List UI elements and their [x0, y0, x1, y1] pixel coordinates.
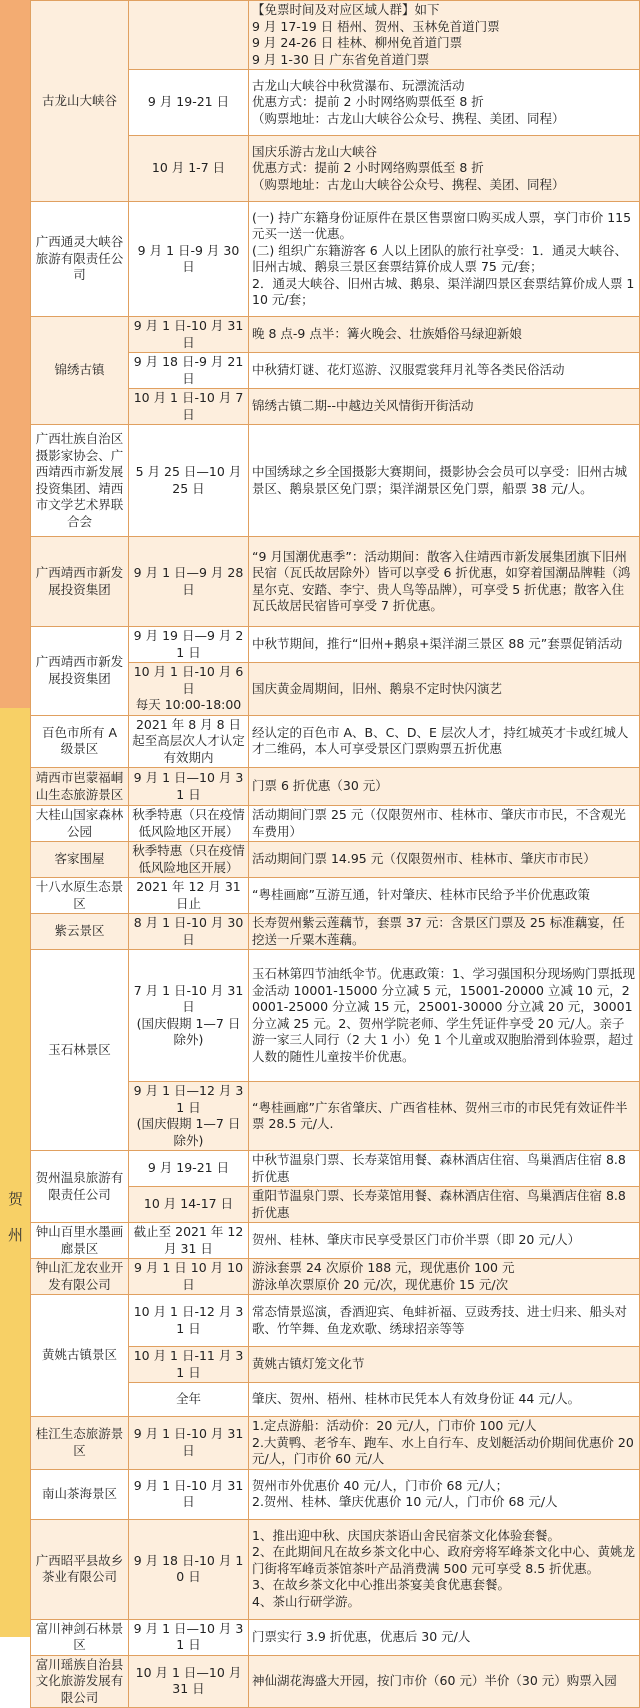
- table-row: [31, 202, 640, 317]
- activity-period: 10 月 1 日-11 月 31 日: [129, 1347, 249, 1383]
- province-band-hezhou: [0, 708, 30, 1637]
- attraction-discount-table: [30, 0, 640, 1708]
- province-band-top: [0, 0, 30, 708]
- discount-description: “粤桂画廊”广东省肇庆、广西省桂林、贺州三市的市民凭有效证件半票 28.5 元/人.: [249, 1082, 640, 1151]
- province-label-hezhou: 贺 州: [6, 1190, 24, 1250]
- table-row: [31, 1, 640, 70]
- attraction-name: 钟山百里水墨画廊景区: [31, 1223, 129, 1259]
- discount-description: 古龙山大峡谷中秋赏瀑布、玩漂流活动 优惠方式：提前 2 小时网络购票低至 8 折 （购票地址：古龙山大峡谷公众号、携程、美团、同程）: [249, 70, 640, 136]
- discount-description: 中秋节期间，推行“旧州+鹅泉+渠洋湖三景区 88 元”套票促销活动: [249, 627, 640, 663]
- attraction-name: 广西昭平县故乡茶业有限公司: [31, 1519, 129, 1619]
- activity-period: 截止至 2021 年 12 月 31 日: [129, 1223, 249, 1259]
- table-row: [31, 317, 640, 353]
- activity-period: 2021 年 12 月 31 日止: [129, 878, 249, 914]
- activity-period: 10 月 1 日-10 月 6 日 每天 10:00-18:00: [129, 663, 249, 716]
- table-row: [31, 1417, 640, 1470]
- activity-period: 7 月 1 日-10 月 31 日 (国庆假期 1—7 日除外): [129, 950, 249, 1082]
- attraction-name: 钟山汇龙农业开发有限公司: [31, 1259, 129, 1295]
- table-row: [31, 1295, 640, 1347]
- table-row: [31, 715, 640, 768]
- table-row: [31, 627, 640, 663]
- activity-period: 8 月 1 日-10 月 30 日: [129, 914, 249, 950]
- table-row: [31, 1619, 640, 1655]
- attraction-name: 大桂山国家森林公园: [31, 806, 129, 842]
- discount-description: 神仙湖花海盛大开园，按门市价（60 元）半价（30 元）购票入园: [249, 1655, 640, 1708]
- discount-description: 中秋猜灯谜、花灯巡游、汉服霓裳拜月礼等各类民俗活动: [249, 353, 640, 389]
- activity-period: 10 月 1 日—10 月 31 日: [129, 1655, 249, 1708]
- attraction-name: 广西壮族自治区摄影家协会、广西靖西市新发展投资集团、靖西市文学艺术界联合会: [31, 425, 129, 537]
- discount-description: 活动期间门票 25 元（仅限贺州市、桂林市、肇庆市市民，不含观光车费用）: [249, 806, 640, 842]
- attraction-name: 玉石林景区: [31, 950, 129, 1151]
- attraction-name: 广西通灵大峡谷旅游有限责任公司: [31, 202, 129, 317]
- table-row: [31, 1519, 640, 1619]
- activity-period: 秋季特惠（只在疫情低风险地区开展）: [129, 842, 249, 878]
- attraction-name: 靖西市岜蒙福峒山生态旅游景区: [31, 768, 129, 806]
- attraction-name: 百色市所有 A 级景区: [31, 715, 129, 768]
- table-row: [31, 537, 640, 627]
- activity-period: 9 月 1 日-10 月 31 日: [129, 1469, 249, 1519]
- activity-period: [129, 1, 249, 70]
- activity-period: 9 月 1 日—10 月 31 日: [129, 768, 249, 806]
- attraction-name: 锦绣古镇: [31, 317, 129, 425]
- attraction-name: 南山茶海景区: [31, 1469, 129, 1519]
- table-row: [31, 425, 640, 537]
- discount-description: 经认定的百色市 A、B、C、D、E 层次人才，持红城英才卡或红城人才二维码，本人可享受景区门票购票五折优惠: [249, 715, 640, 768]
- activity-period: 10 月 1 日-10 月 7 日: [129, 389, 249, 425]
- discount-description: 1、推出迎中秋、庆国庆茶语山舍民宿茶文化体验套餐。 2、在此期间凡在故乡茶文化中心、政府旁将军峰茶文化中心、黄姚龙门街将军峰贡茶馆茶叶产品消费满 500 元可享受 8.5 折优惠。 3、在故乡茶文化中心推出茶宴美食优惠套餐。 4、茶山行研学游。: [249, 1519, 640, 1619]
- attraction-name: 黄姚古镇景区: [31, 1295, 129, 1417]
- attraction-name: 广西靖西市新发展投资集团: [31, 627, 129, 716]
- discount-description: 常态情景巡演，香酒迎宾、龟蚌祈福、豆豉秀技、进士归来、船头对歌、竹竿舞、鱼龙欢歌、绣球招亲等等: [249, 1295, 640, 1347]
- activity-period: 9 月 1 日—12 月 31 日 (国庆假期 1—7 日除外): [129, 1082, 249, 1151]
- discount-description: “9 月国潮优惠季”：活动期间：散客入住靖西市新发展集团旗下旧州民宿（瓦氏故居除外）皆可以享受 6 折优惠，如穿着国潮品牌鞋（鸿星尔克、安踏、李宁、贵人鸟等品牌），可享受 5 折优惠；散客入住瓦氏故居民宿皆可享受 7 折优惠。: [249, 537, 640, 627]
- discount-description: 长寿贺州紫云莲藕节，套票 37 元：含景区门票及 25 标准藕宴，任挖送一斤粟木莲藕。: [249, 914, 640, 950]
- discount-description: 锦绣古镇二期--中越边关风情街开街活动: [249, 389, 640, 425]
- table-row: [31, 1151, 640, 1187]
- table-row: [31, 950, 640, 1082]
- discount-description: 【免票时间及对应区域人群】如下 9 月 17-19 日 梧州、贺州、玉林免首道门票 9 月 24-26 日 桂林、柳州免首道门票 9 月 1-30 日 广东省免首道门票: [249, 1, 640, 70]
- discount-description: 国庆乐游古龙山大峡谷 优惠方式：提前 2 小时网络购票低至 8 折 （购票地址：古龙山大峡谷公众号、携程、美团、同程）: [249, 136, 640, 202]
- activity-period: 5 月 25 日—10 月 25 日: [129, 425, 249, 537]
- attraction-name: 富川瑶族自治县文化旅游发展有限公司: [31, 1655, 129, 1708]
- activity-period: 9 月 1 日-9 月 30 日: [129, 202, 249, 317]
- table-row: [31, 1259, 640, 1295]
- activity-period: 2021 年 8 月 8 日起至高层次人才认定有效期内: [129, 715, 249, 768]
- discount-description: 中秋节温泉门票、长寿菜馆用餐、森林酒店住宿、鸟巢酒店住宿 8.8 折优惠: [249, 1151, 640, 1187]
- discount-description: 1.定点游船：活动价：20 元/人，门市价 100 元/人 2.大黄鸭、老爷车、跑车、水上自行车、皮划艇活动价期间优惠价 20 元/人，门市价 60 元/人: [249, 1417, 640, 1470]
- activity-period: 9 月 19-21 日: [129, 1151, 249, 1187]
- table-row: [31, 806, 640, 842]
- discount-description: 贺州、桂林、肇庆市民享受景区门市价半票（即 20 元/人）: [249, 1223, 640, 1259]
- attraction-name: 客家围屋: [31, 842, 129, 878]
- discount-description: 晚 8 点-9 点半：篝火晚会、壮族婚俗马绿迎新娘: [249, 317, 640, 353]
- table-row: [31, 842, 640, 878]
- discount-description: “粤桂画廊”互游互通，针对肇庆、桂林市民给予半价优惠政策: [249, 878, 640, 914]
- discount-description: 重阳节温泉门票、长寿菜馆用餐、森林酒店住宿、鸟巢酒店住宿 8.8 折优惠: [249, 1187, 640, 1223]
- discount-description: 游泳套票 24 次原价 188 元，现优惠价 100 元 游泳单次票原价 20 元/次，现优惠价 15 元/次: [249, 1259, 640, 1295]
- attraction-name: 十八水原生态景区: [31, 878, 129, 914]
- table-row: [31, 768, 640, 806]
- activity-period: 9 月 1 日—10 月 31 日: [129, 1619, 249, 1655]
- discount-description: 黄姚古镇灯笼文化节: [249, 1347, 640, 1383]
- attraction-name: 广西靖西市新发展投资集团: [31, 537, 129, 627]
- attraction-name: 古龙山大峡谷: [31, 1, 129, 202]
- discount-description: 门票实行 3.9 折优惠，优惠后 30 元/人: [249, 1619, 640, 1655]
- activity-period: 9 月 1 日 10 月 10 日: [129, 1259, 249, 1295]
- discount-description: 中国绣球之乡全国摄影大赛期间，摄影协会会员可以享受：旧州古城景区、鹅泉景区免门票；渠洋湖景区免门票，船票 38 元/人。: [249, 425, 640, 537]
- discount-description: 国庆黄金周期间，旧州、鹅泉不定时快闪演艺: [249, 663, 640, 716]
- discount-description: 玉石林第四节油纸伞节。优惠政策：1、学习强国积分现场购门票抵现金活动 10001-15000 分立减 5 元，15001-20000 立减 10 元，20001-25000 分立减 15 元，25001-30000 分立减 20 元，30001 分立减 25 元。2、贺州学院老师、学生凭证件享受 20 元/人。亲子游一家三人同行（2 大 1 小）免 1 个儿童或双胞胎滑到体验票，超过人数的随性儿童按半价优惠。: [249, 950, 640, 1082]
- activity-period: 9 月 19-21 日: [129, 70, 249, 136]
- table-row: [31, 878, 640, 914]
- activity-period: 10 月 1 日-12 月 31 日: [129, 1295, 249, 1347]
- activity-period: 9 月 18 日-9 月 21 日: [129, 353, 249, 389]
- discount-description: 活动期间门票 14.95 元（仅限贺州市、桂林市、肇庆市市民）: [249, 842, 640, 878]
- activity-period: 全年: [129, 1383, 249, 1417]
- table-row: [31, 1223, 640, 1259]
- table-row: [31, 1469, 640, 1519]
- activity-period: 9 月 1 日-10 月 31 日: [129, 317, 249, 353]
- discount-description: 贺州市外优惠价 40 元/人，门市价 68 元/人； 2.贺州、桂林、肇庆优惠价 10 元/人，门市价 68 元/人: [249, 1469, 640, 1519]
- activity-period: 9 月 1 日-10 月 31 日: [129, 1417, 249, 1470]
- activity-period: 10 月 14-17 日: [129, 1187, 249, 1223]
- discount-description: 肇庆、贺州、梧州、桂林市民凭本人有效身份证 44 元/人。: [249, 1383, 640, 1417]
- activity-period: 9 月 19 日—9 月 21 日: [129, 627, 249, 663]
- activity-period: 秋季特惠（只在疫情低风险地区开展）: [129, 806, 249, 842]
- activity-period: 9 月 1 日—9 月 28 日: [129, 537, 249, 627]
- attraction-name: 紫云景区: [31, 914, 129, 950]
- discount-description: 门票 6 折优惠（30 元）: [249, 768, 640, 806]
- table-row: [31, 914, 640, 950]
- attraction-name: 富川神剑石林景区: [31, 1619, 129, 1655]
- attraction-name: 贺州温泉旅游有限责任公司: [31, 1151, 129, 1223]
- table-row: [31, 1655, 640, 1708]
- discount-description: (一) 持广东籍身份证原件在景区售票窗口购买成人票，享门市价 115 元买一送一优惠。 (二) 组织广东籍游客 6 人以上团队的旅行社享受：1．通灵大峡谷、旧州古城、鹅泉三景区套票结算价成人票 75 元/套； 2．通灵大峡谷、旧州古城、鹅泉、渠洋湖四景区套票结算价成人票 110 元/套；: [249, 202, 640, 317]
- activity-period: 10 月 1-7 日: [129, 136, 249, 202]
- attraction-name: 桂江生态旅游景区: [31, 1417, 129, 1470]
- activity-period: 9 月 18 日-10 月 10 日: [129, 1519, 249, 1619]
